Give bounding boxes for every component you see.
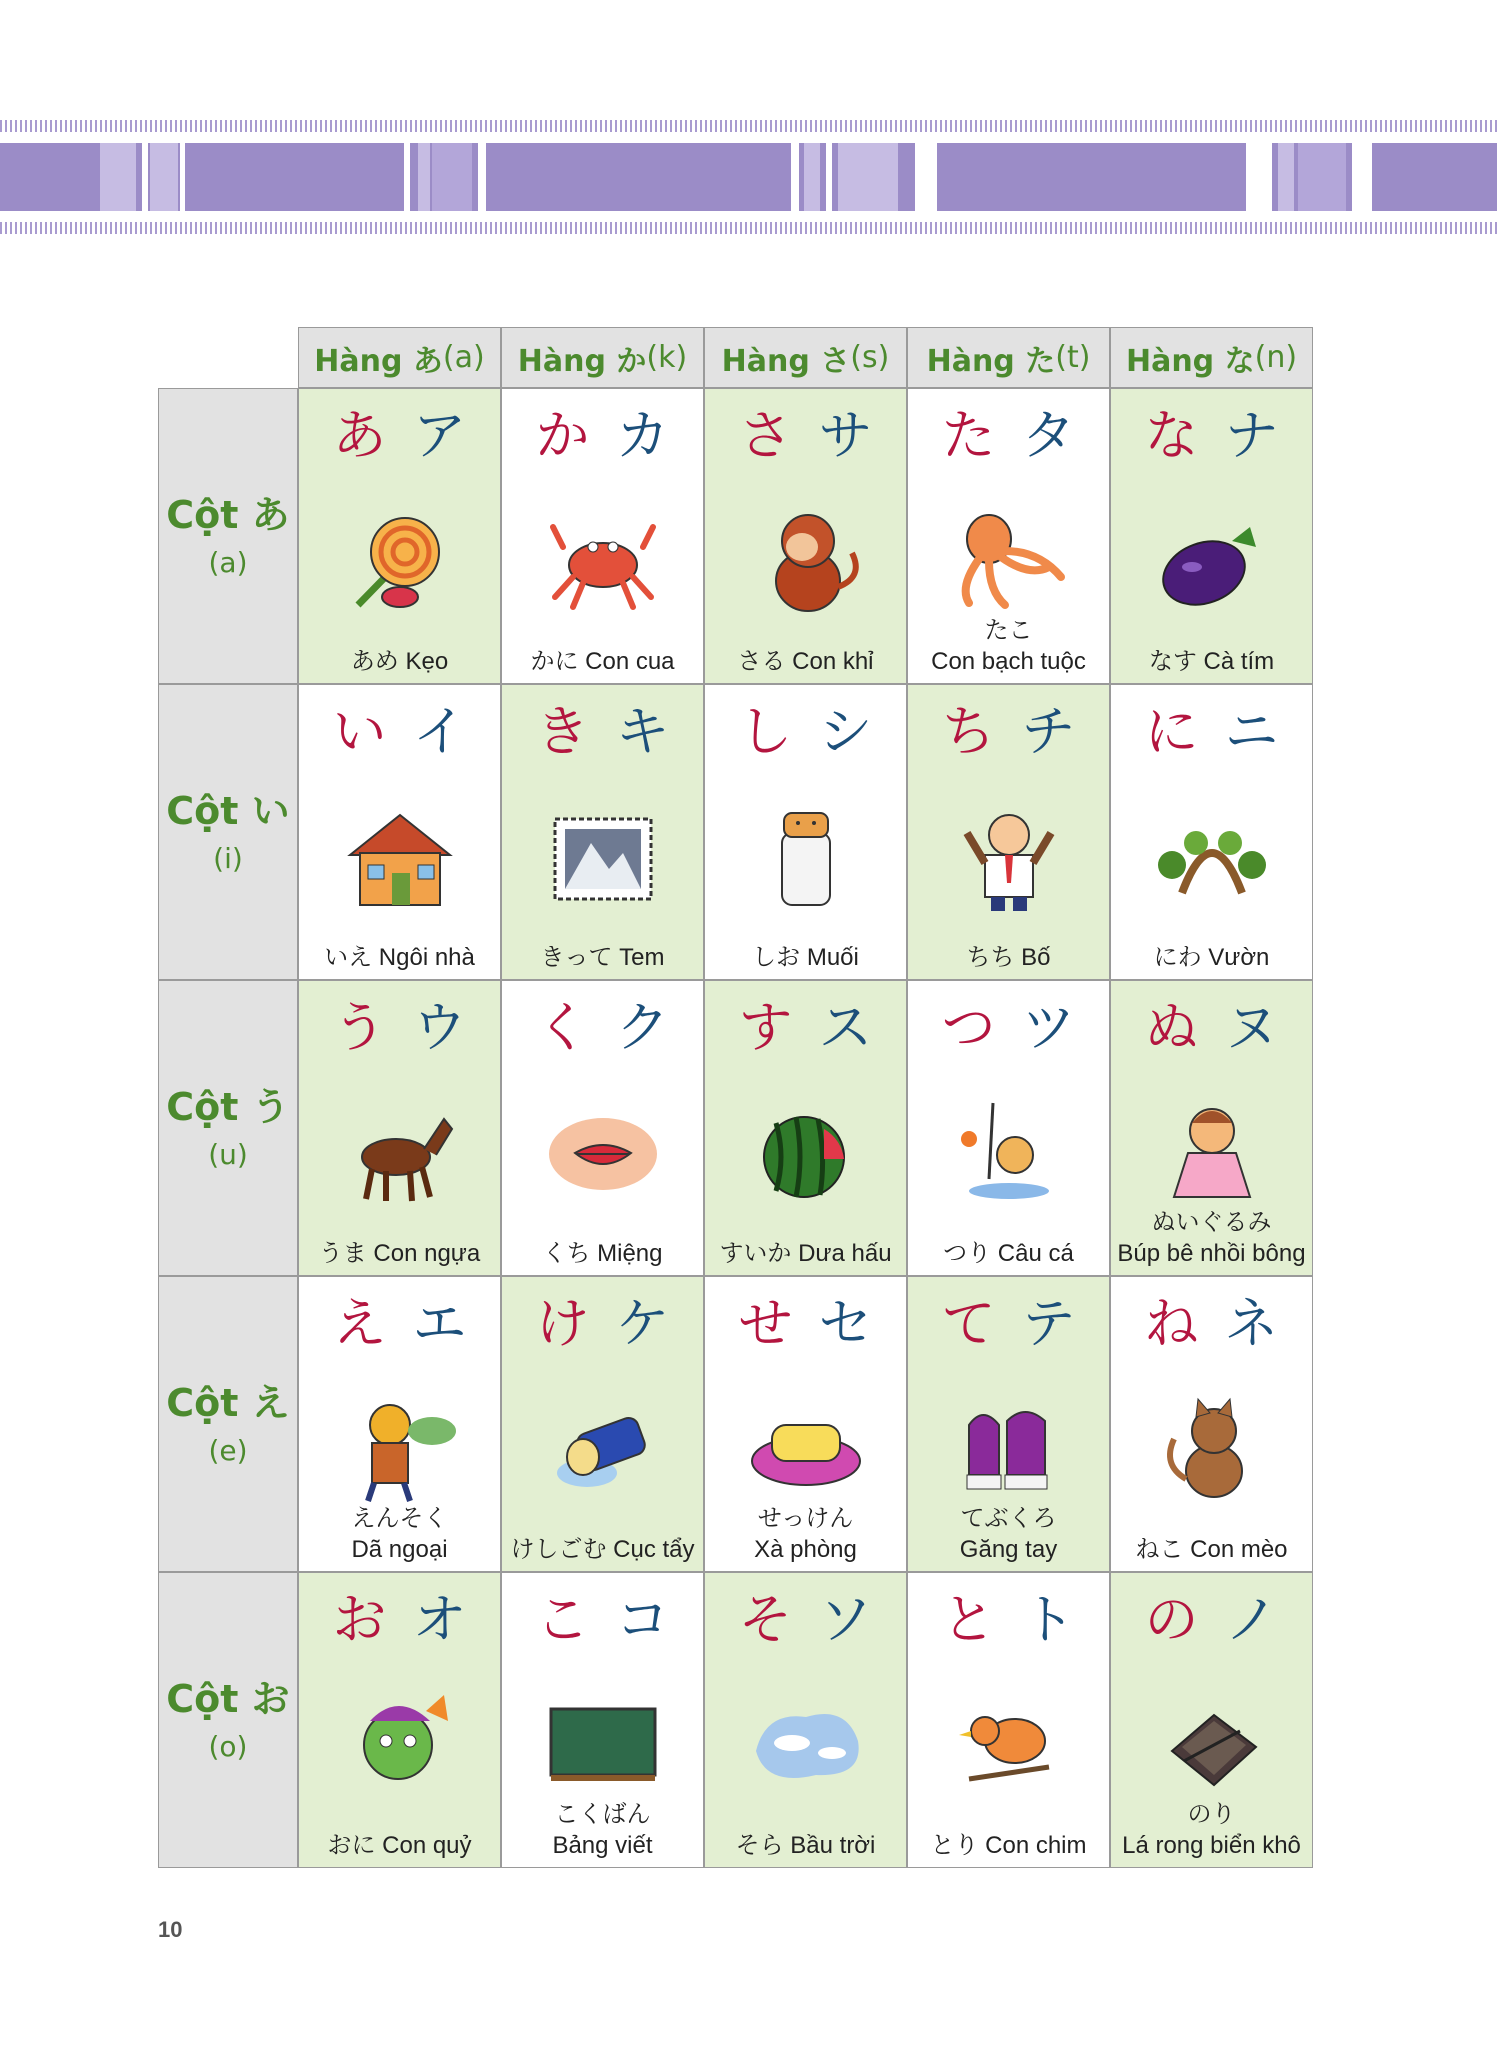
vocab-line-1: とり Con chim — [930, 1831, 1087, 1859]
katakana-char: ツ — [1021, 996, 1076, 1059]
kana-pair — [705, 1588, 906, 1651]
kana-table — [158, 327, 1313, 1869]
blackboard-icon — [543, 1691, 663, 1801]
eraser-icon — [543, 1395, 663, 1505]
hiragana-char: つ — [941, 996, 996, 1059]
vocab-line-1: けしごむ Cục tẩy — [510, 1535, 695, 1563]
eggplant-icon — [1152, 507, 1272, 617]
vocab-caption — [1111, 942, 1312, 973]
kana-pair — [705, 1292, 906, 1355]
kana-pair — [502, 404, 703, 467]
header-stripe — [180, 143, 185, 211]
vocab-line-1: うま Con ngựa — [318, 1239, 481, 1267]
vocab-line-2: Xà phòng — [754, 1535, 857, 1563]
katakana-char: ト — [1021, 1588, 1076, 1651]
kana-pair — [502, 1292, 703, 1355]
hiragana-char: ぬ — [1144, 996, 1199, 1059]
row-header-latin: (i) — [213, 842, 243, 876]
hiragana-char: そ — [738, 1588, 793, 1651]
vocab-line-1: ねこ Con mèo — [1135, 1535, 1288, 1563]
vocab-line-2: Găng tay — [959, 1535, 1058, 1563]
katakana-char: ヌ — [1224, 996, 1279, 1059]
monkey-icon — [746, 507, 866, 617]
row-header-label: Cột あ — [166, 492, 290, 537]
kana-cell — [907, 1276, 1110, 1572]
column-header-kana: Hàng か — [517, 343, 647, 379]
kana-cell — [501, 980, 704, 1276]
kana-cell — [501, 1572, 704, 1868]
hiragana-char: あ — [332, 404, 387, 467]
row-header-latin: (u) — [208, 1138, 248, 1172]
row-header-label: Cột え — [166, 1380, 290, 1425]
kana-cell — [907, 1572, 1110, 1868]
vocab-line-1: ちち Bố — [966, 943, 1051, 971]
katakana-char: ニ — [1224, 700, 1279, 763]
header-stripe — [838, 143, 898, 211]
kana-cell — [704, 684, 907, 980]
vocab-line-1: すいか Dưa hấu — [719, 1239, 892, 1267]
column-header-kana: Hàng な — [1125, 343, 1255, 379]
katakana-char: カ — [615, 404, 670, 467]
header-stripe — [478, 143, 486, 211]
header-band — [0, 143, 1497, 211]
column-header-latin: (a) — [442, 340, 485, 375]
katakana-char: ク — [615, 996, 670, 1059]
row-header — [158, 1572, 298, 1868]
vocab-line-2: Lá rong biển khô — [1122, 1831, 1301, 1859]
page-number: 10 — [158, 1917, 183, 1942]
vocab-caption — [299, 1238, 500, 1269]
header-tick-strip-bottom — [0, 222, 1497, 234]
vocab-line-1: そら Bầu trời — [735, 1831, 876, 1859]
vocab-caption — [705, 942, 906, 973]
row-header-latin: (a) — [208, 546, 248, 580]
katakana-char: ナ — [1224, 404, 1279, 467]
hiragana-char: と — [941, 1588, 996, 1651]
katakana-char: ウ — [412, 996, 467, 1059]
kana-pair — [908, 996, 1109, 1059]
katakana-char: イ — [412, 700, 467, 763]
hiragana-char: お — [332, 1588, 387, 1651]
kana-pair — [502, 1588, 703, 1651]
hiragana-char: な — [1144, 404, 1199, 467]
bird-icon — [949, 1691, 1069, 1801]
katakana-char: キ — [615, 700, 670, 763]
row-header-label: Cột う — [166, 1084, 290, 1129]
kana-cell — [907, 388, 1110, 684]
hiragana-char: す — [738, 996, 793, 1059]
vocab-caption — [1111, 1534, 1312, 1565]
hiragana-char: に — [1144, 700, 1199, 763]
kana-pair — [299, 1588, 500, 1651]
row-header-latin: (e) — [208, 1434, 248, 1468]
kana-cell — [298, 980, 501, 1276]
hiragana-char: て — [941, 1292, 996, 1355]
kana-cell — [298, 684, 501, 980]
header-stripe — [142, 143, 148, 211]
vocab-caption — [705, 1503, 906, 1565]
vocab-caption — [908, 1503, 1109, 1565]
kana-pair — [1111, 700, 1312, 763]
vocab-line-2: Búp bê nhồi bông — [1117, 1239, 1306, 1267]
header-stripe — [404, 143, 410, 211]
hiragana-char: せ — [738, 1292, 793, 1355]
hiragana-char: ち — [941, 700, 996, 763]
row-header — [158, 980, 298, 1276]
vocab-line-1: しお Muối — [752, 943, 859, 971]
hiragana-char: の — [1144, 1588, 1199, 1651]
column-header — [1110, 327, 1313, 388]
header-stripe — [915, 143, 937, 211]
kana-cell — [907, 684, 1110, 980]
column-header-latin: (t) — [1055, 340, 1091, 375]
kana-pair — [299, 1292, 500, 1355]
vocab-line-1: なす Cà tím — [1148, 647, 1275, 675]
father-icon — [949, 803, 1069, 913]
row-header — [158, 684, 298, 980]
soap-icon — [746, 1395, 866, 1505]
horse-icon — [340, 1099, 460, 1209]
vocab-line-1: いえ Ngôi nhà — [324, 943, 475, 971]
header-tick-strip-top — [0, 120, 1497, 132]
vocab-caption — [908, 1238, 1109, 1269]
kana-cell — [1110, 980, 1313, 1276]
row-header-label: Cột い — [166, 788, 290, 833]
vocab-line-1: こくばん — [554, 1800, 651, 1828]
kana-cell — [1110, 684, 1313, 980]
kana-pair — [705, 996, 906, 1059]
kana-cell — [298, 1276, 501, 1572]
vocab-line-2: Con bạch tuộc — [931, 647, 1086, 675]
house-icon — [340, 803, 460, 913]
kana-pair — [299, 404, 500, 467]
kana-pair — [908, 404, 1109, 467]
picnic-icon — [340, 1395, 460, 1505]
vocab-caption — [299, 646, 500, 677]
kana-pair — [705, 700, 906, 763]
hiragana-char: う — [332, 996, 387, 1059]
katakana-char: ノ — [1224, 1588, 1279, 1651]
hiragana-char: し — [738, 700, 793, 763]
katakana-char: セ — [818, 1292, 873, 1355]
header-stripe — [1298, 143, 1346, 211]
vocab-line-1: おに Con quỷ — [327, 1831, 472, 1859]
column-header — [298, 327, 501, 388]
column-header-latin: (k) — [646, 340, 688, 375]
hiragana-char: た — [941, 404, 996, 467]
vocab-caption — [502, 942, 703, 973]
kana-cell — [907, 980, 1110, 1276]
kana-pair — [908, 1588, 1109, 1651]
crab-icon — [543, 507, 663, 617]
hiragana-char: け — [535, 1292, 590, 1355]
column-header — [501, 327, 704, 388]
candy-icon — [340, 507, 460, 617]
vocab-line-1: せっけん — [757, 1504, 854, 1532]
kana-pair — [299, 996, 500, 1059]
kana-cell — [704, 1572, 907, 1868]
kana-cell — [704, 980, 907, 1276]
vocab-caption — [502, 646, 703, 677]
hiragana-char: き — [535, 700, 590, 763]
katakana-char: オ — [412, 1588, 467, 1651]
gloves-icon — [949, 1395, 1069, 1505]
column-header-kana: Hàng さ — [721, 343, 851, 379]
header-stripe — [150, 143, 178, 211]
kana-pair — [502, 996, 703, 1059]
hiragana-char: ね — [1144, 1292, 1199, 1355]
kana-cell — [501, 684, 704, 980]
vocab-line-1: あめ Kẹo — [350, 647, 449, 675]
octopus-icon — [949, 507, 1069, 617]
column-header-latin: (s) — [850, 340, 890, 375]
kana-cell — [501, 1276, 704, 1572]
cat-icon — [1152, 1395, 1272, 1505]
katakana-char: ア — [412, 404, 467, 467]
hiragana-char: く — [535, 996, 590, 1059]
katakana-char: ケ — [615, 1292, 670, 1355]
vocab-caption — [705, 1830, 906, 1861]
vocab-caption — [502, 1799, 703, 1861]
header-stripe — [1278, 143, 1294, 211]
stamp-icon — [543, 803, 663, 913]
vocab-line-1: てぶくろ — [960, 1504, 1057, 1532]
vocab-line-1: にわ Vườn — [1153, 943, 1270, 971]
kana-pair — [502, 700, 703, 763]
column-header-kana: Hàng た — [926, 343, 1056, 379]
vocab-caption — [908, 942, 1109, 973]
row-header-label: Cột お — [166, 1676, 290, 1721]
katakana-char: サ — [818, 404, 873, 467]
katakana-char: コ — [615, 1588, 670, 1651]
hiragana-char: さ — [738, 404, 793, 467]
vocab-caption — [705, 1238, 906, 1269]
vocab-line-2: Bảng viết — [552, 1831, 653, 1859]
vocab-line-1: かに Con cua — [530, 647, 675, 675]
mouth-icon — [543, 1099, 663, 1209]
header-stripe — [100, 143, 136, 211]
kana-cell — [704, 388, 907, 684]
header-stripe — [432, 143, 472, 211]
kana-pair — [705, 404, 906, 467]
kana-pair — [1111, 996, 1312, 1059]
kana-cell — [501, 388, 704, 684]
katakana-char: シ — [818, 700, 873, 763]
column-header-kana: Hàng あ — [314, 343, 443, 379]
vocab-caption — [1111, 1799, 1312, 1861]
vocab-line-1: たこ — [984, 616, 1033, 644]
vocab-caption — [299, 1503, 500, 1565]
header-stripe — [1352, 143, 1372, 211]
vocab-caption — [908, 1830, 1109, 1861]
kana-pair — [1111, 1292, 1312, 1355]
vocab-line-1: ぬいぐるみ — [1151, 1208, 1272, 1236]
hiragana-char: か — [535, 404, 590, 467]
header-stripe — [804, 143, 820, 211]
doll-icon — [1152, 1099, 1272, 1209]
vocab-caption — [705, 646, 906, 677]
vocab-caption — [908, 615, 1109, 677]
hiragana-char: こ — [535, 1588, 590, 1651]
fishing-icon — [949, 1099, 1069, 1209]
column-header — [704, 327, 907, 388]
seaweed-icon — [1152, 1691, 1272, 1801]
sky-icon — [746, 1691, 866, 1801]
vocab-caption — [299, 942, 500, 973]
column-header-latin: (n) — [1254, 340, 1298, 375]
vocab-caption — [502, 1534, 703, 1565]
garden-icon — [1152, 803, 1272, 913]
vocab-line-1: つり Câu cá — [943, 1239, 1074, 1267]
katakana-char: ネ — [1224, 1292, 1279, 1355]
katakana-char: ス — [818, 996, 873, 1059]
vocab-line-2: Dã ngoại — [351, 1535, 448, 1563]
vocab-line-1: のり — [1187, 1800, 1236, 1828]
header-stripe — [418, 143, 430, 211]
watermelon-icon — [746, 1099, 866, 1209]
vocab-line-1: きって Tem — [540, 943, 665, 971]
kana-pair — [1111, 1588, 1312, 1651]
header-stripe — [1246, 143, 1272, 211]
kana-pair — [908, 1292, 1109, 1355]
header-stripe — [791, 143, 799, 211]
kana-cell — [1110, 1572, 1313, 1868]
kana-cell — [704, 1276, 907, 1572]
row-header — [158, 388, 298, 684]
vocab-caption — [1111, 1207, 1312, 1269]
hiragana-char: え — [332, 1292, 387, 1355]
row-header — [158, 1276, 298, 1572]
katakana-char: ソ — [818, 1588, 873, 1651]
vocab-caption — [1111, 646, 1312, 677]
kana-pair — [908, 700, 1109, 763]
vocab-caption — [299, 1830, 500, 1861]
column-header — [907, 327, 1110, 388]
kana-cell — [1110, 388, 1313, 684]
kana-cell — [1110, 1276, 1313, 1572]
katakana-char: タ — [1021, 404, 1076, 467]
vocab-line-1: さる Con khỉ — [737, 647, 874, 675]
row-header-latin: (o) — [208, 1730, 248, 1764]
katakana-char: テ — [1021, 1292, 1076, 1355]
katakana-char: チ — [1021, 700, 1076, 763]
kana-pair — [1111, 404, 1312, 467]
header-stripe — [826, 143, 832, 211]
vocab-line-1: えんそく — [351, 1504, 448, 1532]
vocab-caption — [502, 1238, 703, 1269]
kana-cell — [298, 388, 501, 684]
salt-icon — [746, 803, 866, 913]
katakana-char: エ — [412, 1292, 467, 1355]
ogre-icon — [340, 1691, 460, 1801]
hiragana-char: い — [332, 700, 387, 763]
kana-pair — [299, 700, 500, 763]
kana-cell — [298, 1572, 501, 1868]
vocab-line-1: くち Miệng — [542, 1239, 663, 1267]
